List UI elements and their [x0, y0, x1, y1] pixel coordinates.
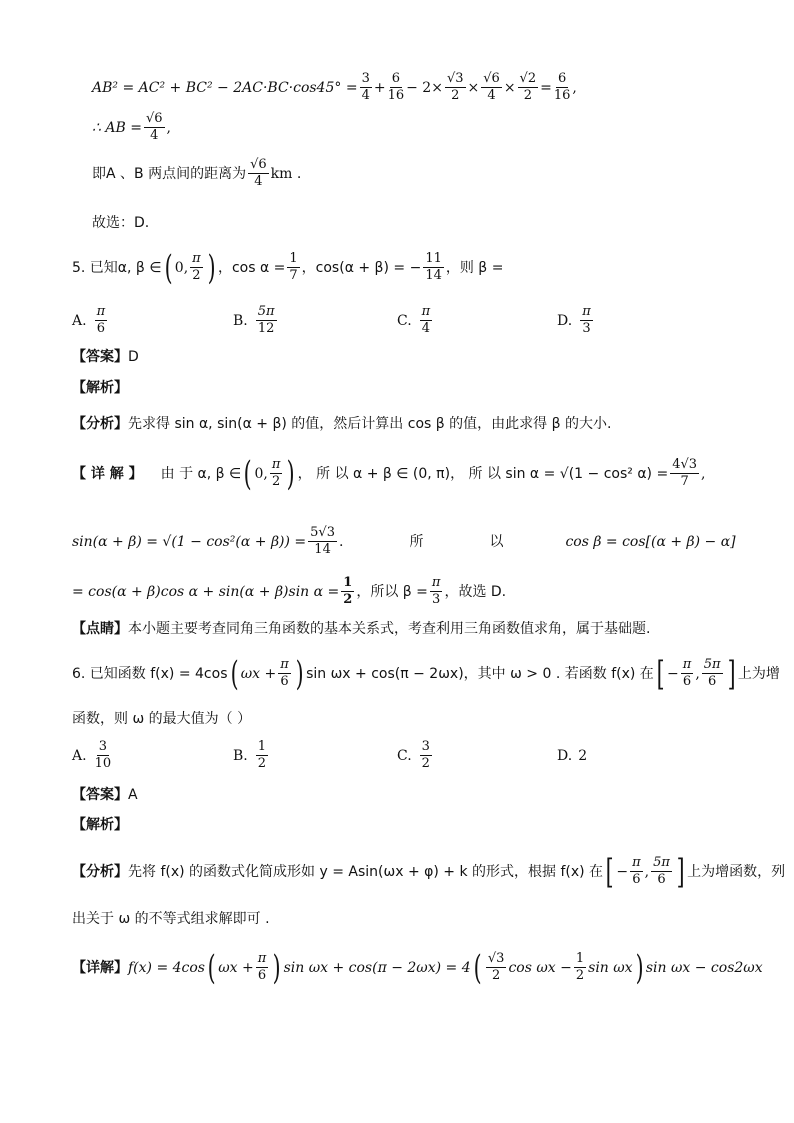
fraction: $\frac{1}{2}$ [575, 951, 585, 984]
q5-xiangjie-line2: sin(α + β) = √(1 − cos²(α + β)) = $\frac{5√3}{14}$ . 所 以 cos β = cos[(α + β) − α] [72, 525, 736, 558]
fraction: $\frac{\pi}{2}$ [192, 251, 201, 284]
fraction: $\frac{5\pi}{6}$ [653, 855, 670, 888]
q5-fenxi: 【分析】 先求得 sin α, sin(α + β) 的值，然后计算出 cos β 的值，由此求得 β 的大小. [72, 416, 612, 432]
fraction: $\frac{\pi}{6}$ [257, 951, 267, 984]
fraction: $\frac{5\pi}{6}$ [703, 657, 721, 690]
derivation-line-ab-result: ∴ AB = $\frac{√6}{4}$ , [92, 111, 171, 144]
fraction: $\frac{6}{16}$ [387, 71, 405, 104]
fraction: $\frac{1}{2}$ [343, 575, 353, 608]
question-6-stem-line2: 函数，则 ω 的最大值为（ ） [72, 711, 252, 727]
option-b[interactable]: B. $\frac{5\pi}{12}$ [233, 304, 275, 337]
q6-xiangjie: 【详解】 f(x) = 4cos ( ωx + $\frac{\pi}{6}$ ) sin ωx + cos(π − 2ωx) = 4 ( $\frac{√3}{2}$ cos ωx − $\frac{1}{2}$ sin ωx ) sin ωx − cos2ωx [72, 947, 763, 988]
q5-dianjing: 【点睛】 本小题主要考查同角三角函数的基本关系式，考查利用三角函数值求角，属于基础题. [72, 621, 651, 637]
fraction: $\frac{\pi}{6}$ [682, 657, 692, 690]
fraction: $\frac{6}{16}$ [553, 71, 571, 104]
fraction: $\frac{5\pi}{12}$ [257, 304, 275, 337]
option-a[interactable]: A. $\frac{\pi}{6}$ [72, 304, 106, 337]
q5-analysis-heading: 【解析】 [72, 380, 128, 396]
fraction: $\frac{√6}{4}$ [483, 71, 500, 104]
fraction: $\frac{\pi}{2}$ [271, 457, 281, 490]
q6-answer: 【答案】 A [72, 787, 138, 803]
q6-fenxi-line2: 出关于 ω 的不等式组求解即可 . [72, 911, 270, 927]
fraction: $\frac{√6}{4}$ [250, 157, 267, 190]
fraction: $\frac{3}{4}$ [361, 71, 370, 104]
q6-analysis-heading: 【解析】 [72, 817, 128, 833]
option-b[interactable]: B. $\frac{1}{2}$ [233, 739, 267, 772]
fraction: $\frac{√3}{2}$ [446, 71, 464, 104]
fraction: $\frac{√6}{4}$ [145, 111, 163, 144]
formula-text: AB² = AC² + BC² − 2AC·BC·cos45° = [92, 79, 358, 96]
option-c[interactable]: C. $\frac{3}{2}$ [397, 739, 430, 772]
fraction: $\frac{1}{7}$ [289, 251, 298, 284]
fraction: $\frac{5√3}{14}$ [310, 525, 335, 558]
option-d[interactable]: D. $\frac{\pi}{3}$ [557, 304, 591, 337]
fraction: $\frac{√3}{2}$ [487, 951, 505, 984]
fraction: $\frac{11}{14}$ [425, 251, 442, 284]
q5-xiangjie-line1: 【 详 解 】 由 于 α, β ∈ ( 0, $\frac{\pi}{2}$ ) ， 所 以 α + β ∈ (0, π)， 所 以 sin α = √(1 − cos² α) = $\frac{4√3}{7}$ , [72, 453, 706, 494]
option-d[interactable]: D. 2 [557, 748, 588, 764]
fraction: $\frac{\pi}{6}$ [632, 855, 641, 888]
choice-conclusion: 故选：D. [92, 215, 150, 231]
fraction: $\frac{1}{2}$ [257, 739, 267, 772]
distance-conclusion: 即A 、B 两点间的距离为 $\frac{√6}{4}$ km . [92, 157, 302, 190]
q6-fenxi-line1: 【分析】 先将 f(x) 的函数式化简成形如 y = Asin(ωx + φ) + k 的形式，根据 f(x) 在 [ − $\frac{\pi}{6}$ , $\frac{5\pi}{6}$ ] 上为增函数，列 [72, 851, 786, 892]
fraction: $\frac{\pi}{4}$ [421, 304, 431, 337]
q5-xiangjie-line3: = cos(α + β)cos α + sin(α + β)sin α = $\frac{1}{2}$ ，所以 β = $\frac{\pi}{3}$ ，故选 D. [72, 575, 507, 608]
fraction: $\frac{3}{10}$ [94, 739, 112, 772]
question-6-stem-line1: 6. 已知函数 f(x) = 4cos ( ωx + $\frac{\pi}{6}$ ) sin ωx + cos(π − 2ωx)，其中 ω > 0 . 若函数 f(x) 在 [ − $\frac{\pi}{6}$ , $\frac{5\pi}{6}$ ] 上为增 [72, 653, 780, 694]
option-c[interactable]: C. $\frac{\pi}{4}$ [397, 304, 431, 337]
fraction: $\frac{\pi}{6}$ [96, 304, 106, 337]
fraction: $\frac{\pi}{3}$ [431, 575, 441, 608]
q5-answer: 【答案】 D [72, 349, 139, 365]
fraction: $\frac{4√3}{7}$ [672, 457, 698, 490]
option-a[interactable]: A. $\frac{3}{10}$ [72, 739, 112, 772]
derivation-line-ab-squared: AB² = AC² + BC² − 2AC·BC·cos45° = $\frac{3}{4}$ + $\frac{6}{16}$ − 2× $\frac{√3}{2}$ × $\frac{√6}{4}$ × $\frac{√2}{2}$ = $\frac{6}{16}$ , [92, 71, 577, 104]
fraction: $\frac{\pi}{6}$ [280, 657, 289, 690]
fraction: $\frac{3}{2}$ [421, 739, 430, 772]
question-5-stem: 5. 已知α, β ∈ ( 0, $\frac{\pi}{2}$ ) ，cos α = $\frac{1}{7}$ ，cos(α + β) = − $\frac{11}{14}$ ，则 β = [72, 247, 504, 288]
fraction: $\frac{√2}{2}$ [519, 71, 537, 104]
fraction: $\frac{\pi}{3}$ [582, 304, 591, 337]
